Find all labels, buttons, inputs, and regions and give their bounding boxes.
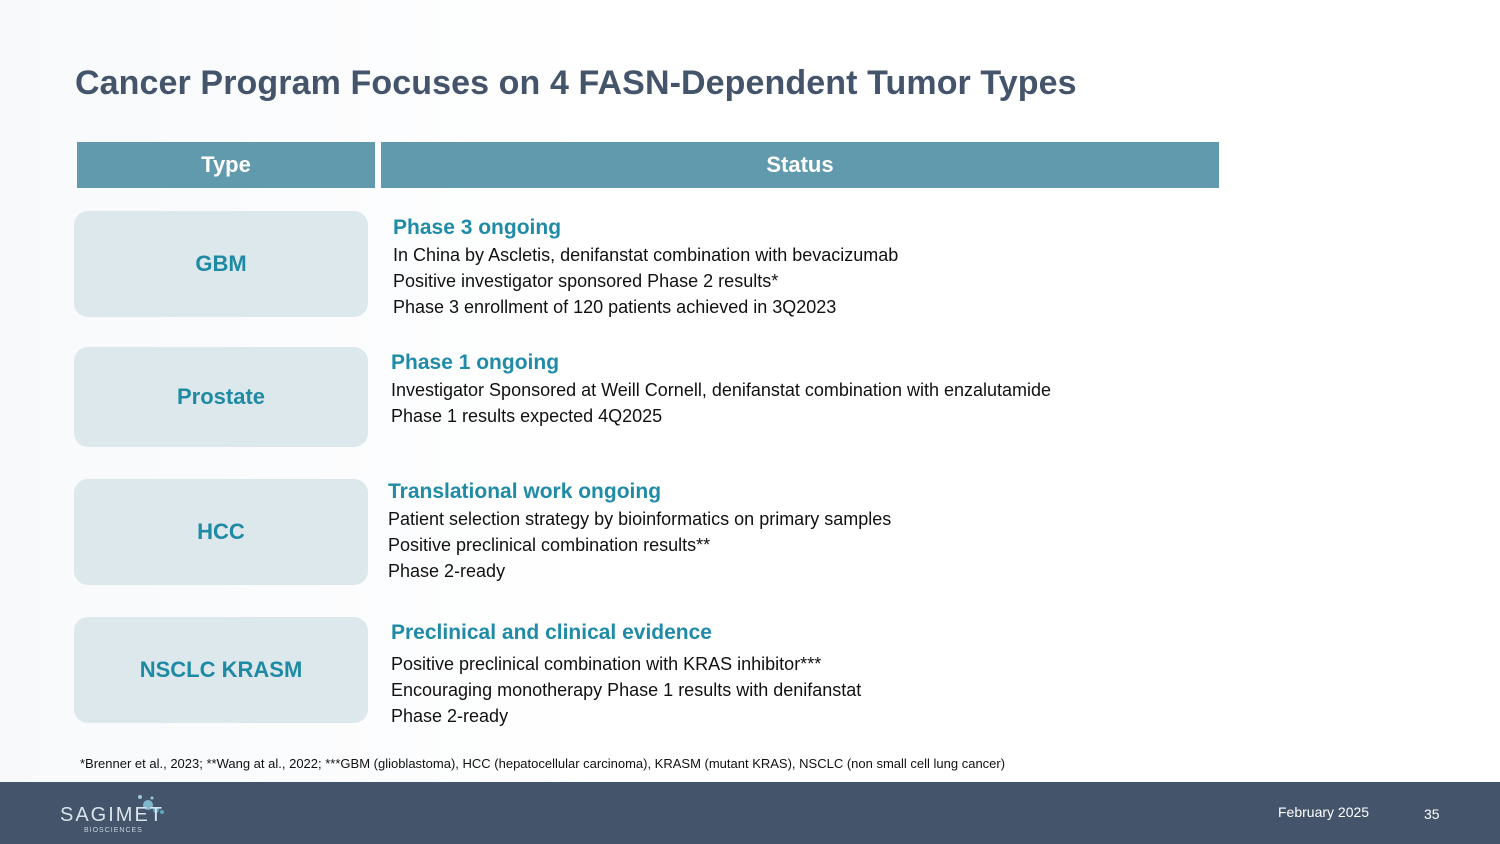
status-line: Phase 3 enrollment of 120 patients achieved in 3Q2023	[393, 297, 837, 317]
company-logo	[58, 794, 188, 836]
page-number: 35	[1424, 806, 1440, 822]
status-heading: Preclinical and clinical evidence	[391, 621, 712, 644]
header-type: Type	[77, 142, 375, 188]
status-heading: Phase 1 ongoing	[391, 351, 560, 374]
status-line: Encouraging monotherapy Phase 1 results with denifanstat	[391, 680, 862, 700]
type-box-nsclc-krasm: NSCLC KRASM	[74, 617, 368, 723]
status-block-hcc	[388, 478, 891, 584]
status-line: Patient selection strategy by bioinformatics on primary samples	[388, 509, 892, 529]
footer-bar	[0, 782, 1500, 844]
type-box-gbm: GBM	[74, 211, 368, 317]
type-box-prostate: Prostate	[74, 347, 368, 447]
status-block-prostate	[391, 349, 1051, 429]
status-line: Positive investigator sponsored Phase 2 results*	[393, 271, 779, 291]
status-block-gbm	[393, 214, 898, 320]
status-heading: Translational work ongoing	[388, 480, 662, 503]
status-block-nsclc-krasm	[391, 619, 861, 729]
status-heading: Phase 3 ongoing	[393, 216, 562, 239]
status-line: Phase 2-ready	[391, 706, 509, 726]
footnote: *Brenner et al., 2023; **Wang at al., 2022; ***GBM (glioblastoma), HCC (hepatocellular carcinoma), KRASM (mutant KRAS), NSCLC (non small cell lung cancer)	[80, 756, 1006, 771]
status-line: Positive preclinical combination results**	[388, 535, 711, 555]
status-line: Phase 1 results expected 4Q2025	[391, 406, 663, 426]
header-status: Status	[381, 142, 1219, 188]
logo-wordmark: SAGIMET	[60, 804, 165, 826]
footer-date: February 2025	[1278, 804, 1370, 820]
status-line: Investigator Sponsored at Weill Cornell, denifanstat combination with enzalutamide	[391, 380, 1052, 400]
logo-subtitle: BIOSCIENCES	[84, 827, 143, 834]
status-line: In China by Ascletis, denifanstat combination with bevacizumab	[393, 245, 899, 265]
page-title: Cancer Program Focuses on 4 FASN-Dependent Tumor Types	[75, 64, 1077, 102]
status-line: Phase 2-ready	[388, 561, 506, 581]
status-line: Positive preclinical combination with KRAS inhibitor***	[391, 654, 822, 674]
type-box-hcc: HCC	[74, 479, 368, 585]
